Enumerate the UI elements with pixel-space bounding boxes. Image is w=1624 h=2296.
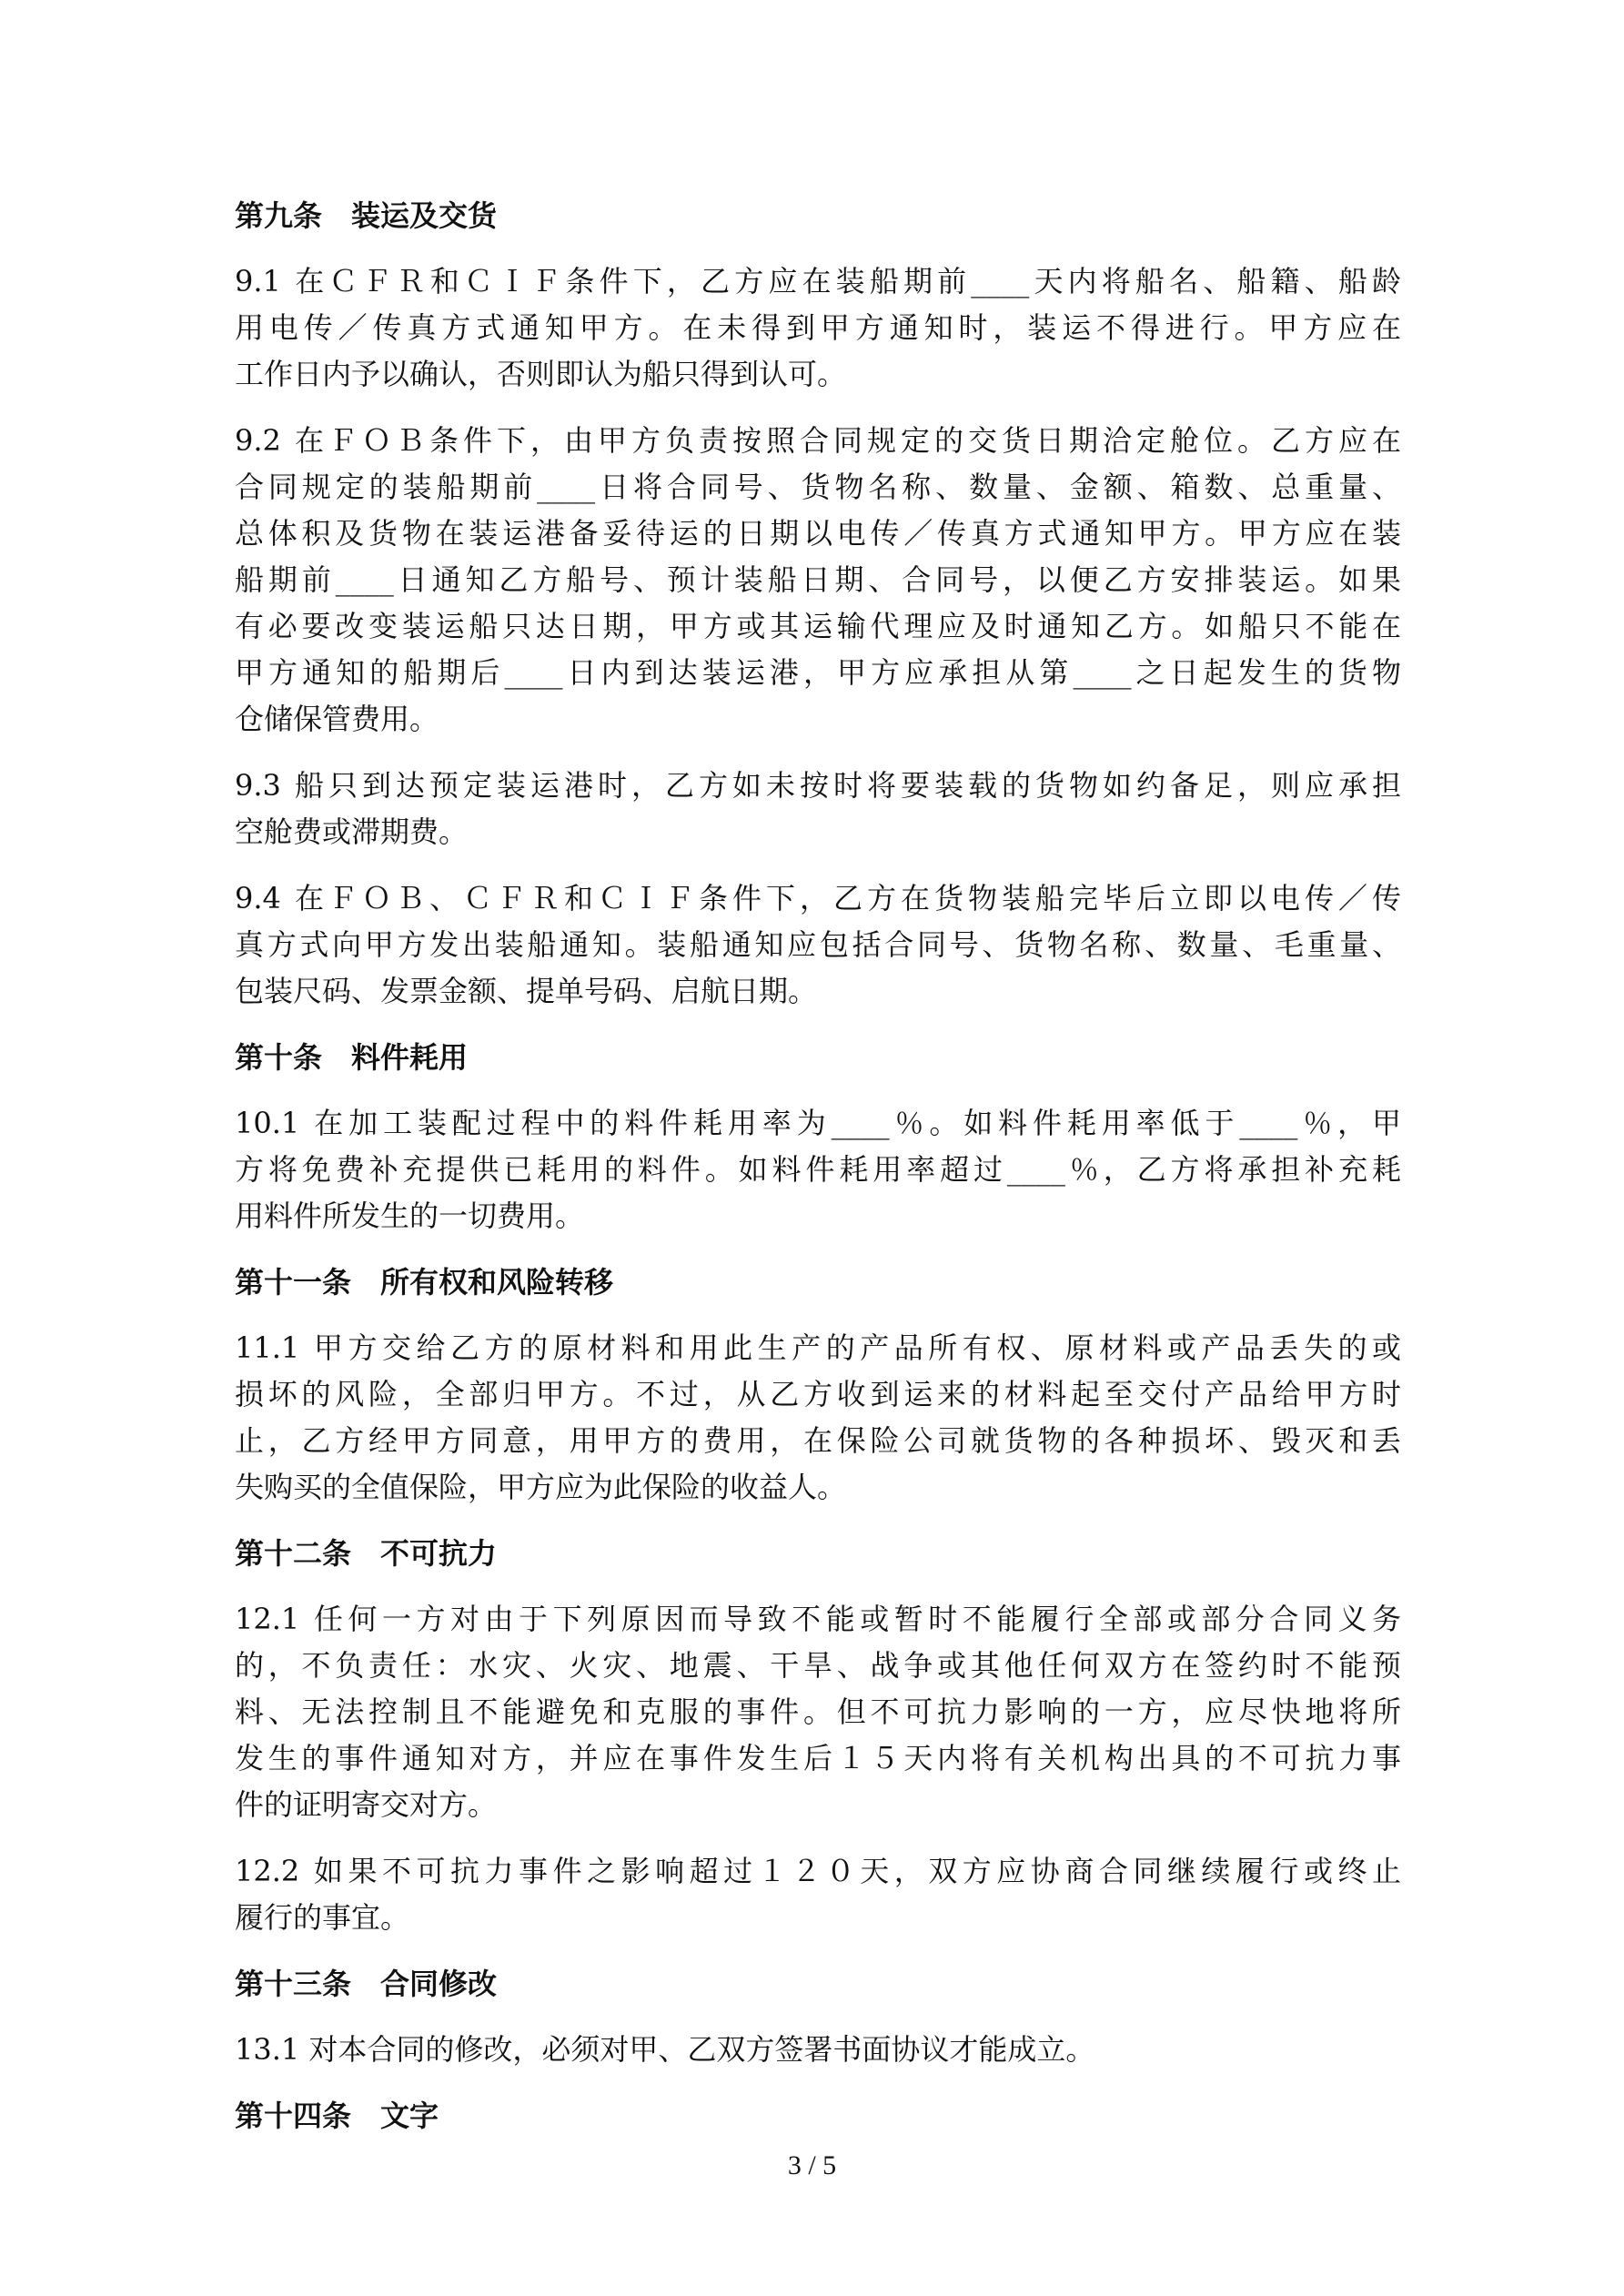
page-number: 3 / 5 (787, 2150, 837, 2180)
clause-9-1 (235, 258, 1401, 398)
text-line: 工作日内予以确认，否则即认为船只得到认可。 (235, 357, 847, 391)
clause-10-1 (235, 1100, 1401, 1239)
article-10-heading: 第十条 料件耗用 (235, 1040, 469, 1075)
text-line: 的，不负责任：水灾、火灾、地震、干旱、战争或其他任何双方在签约时不能预 (235, 1648, 1401, 1683)
article-11-heading: 第十一条 所有权和风险转移 (235, 1265, 614, 1300)
text-line: 13.1 对本合同的修改，必须对甲、乙双方签署书面协议才能成立。 (235, 2032, 1095, 2067)
text-line: 用料件所发生的一切费用。 (235, 1199, 585, 1233)
article-9-heading: 第九条 装运及交货 (235, 198, 498, 233)
document-body (235, 193, 1401, 2159)
text-line: 件的证明寄交对方。 (235, 1787, 498, 1822)
text-line: 9.3 船只到达预定装运港时，乙方如未按时将要装载的货物如约备足，则应承担 (235, 768, 1401, 803)
text-line: 9.4 在ＦＯＢ、ＣＦＲ和ＣＩＦ条件下，乙方在货物装船完毕后立即以电传／传 (235, 881, 1401, 915)
text-line: 有必要改变装运船只达日期，甲方或其运输代理应及时通知乙方。如船只不能在 (235, 609, 1401, 643)
text-line: 总体积及货物在装运港备妥待运的日期以电传／传真方式通知甲方。甲方应在装 (235, 516, 1401, 551)
text-line: 失购买的全值保险，甲方应为此保险的收益人。 (235, 1470, 847, 1504)
clause-9-2 (235, 418, 1401, 743)
text-line: 12.1 任何一方对由于下列原因而导致不能或暂时不能履行全部或部分合同义务 (235, 1602, 1401, 1636)
text-line: 损坏的风险，全部归甲方。不过，从乙方收到运来的材料起至交付产品给甲方时 (235, 1377, 1401, 1411)
article-12-heading: 第十二条 不可抗力 (235, 1536, 498, 1571)
text-line: 发生的事件通知对方，并应在事件发生后１５天内将有关机构出具的不可抗力事 (235, 1741, 1401, 1775)
article-13-heading: 第十三条 合同修改 (235, 1967, 498, 2001)
text-line: 9.2 在ＦＯＢ条件下，由甲方负责按照合同规定的交货日期洽定舱位。乙方应在 (235, 423, 1401, 458)
text-line: 船期前____日通知乙方船号、预计装船日期、合同号，以便乙方安排装运。如果 (235, 562, 1401, 597)
text-line: 履行的事宜。 (235, 1900, 410, 1935)
text-line: 合同规定的装船期前____日将合同号、货物名称、数量、金额、箱数、总重量、 (235, 470, 1401, 504)
text-line: 真方式向甲方发出装船通知。装船通知应包括合同号、货物名称、数量、毛重量、 (235, 927, 1401, 962)
clause-9-3 (235, 763, 1401, 855)
text-line: 用电传／传真方式通知甲方。在未得到甲方通知时，装运不得进行。甲方应在 (235, 310, 1401, 345)
text-line: 10.1 在加工装配过程中的料件耗用率为____％。如料件耗用率低于____％，甲 (235, 1106, 1401, 1140)
text-line: 止，乙方经甲方同意，用甲方的费用，在保险公司就货物的各种损坏、毁灭和丢 (235, 1423, 1401, 1458)
text-line: 料、无法控制且不能避免和克服的事件。但不可抗力影响的一方，应尽快地将所 (235, 1694, 1401, 1729)
text-line: 12.2 如果不可抗力事件之影响超过１２０天，双方应协商合同继续履行或终止 (235, 1854, 1401, 1888)
text-line: 仓储保管费用。 (235, 702, 439, 736)
text-line: 11.1 甲方交给乙方的原材料和用此生产的产品所有权、原材料或产品丢失的或 (235, 1330, 1401, 1365)
text-line: 方将免费补充提供已耗用的料件。如料件耗用率超过____％，乙方将承担补充耗 (235, 1152, 1401, 1187)
clause-13-1 (235, 2027, 1401, 2073)
clause-9-4 (235, 875, 1401, 1015)
text-line: 甲方通知的船期后____日内到达装运港，甲方应承担从第____之日起发生的货物 (235, 655, 1401, 690)
article-14-heading: 第十四条 文字 (235, 2099, 439, 2133)
text-line: 9.1 在ＣＦＲ和ＣＩＦ条件下，乙方应在装船期前____天内将船名、船籍、船龄 (235, 264, 1401, 298)
text-line: 空舱费或滞期费。 (235, 814, 469, 849)
clause-12-2 (235, 1848, 1401, 1941)
text-line: 包装尺码、发票金额、提单号码、启航日期。 (235, 974, 818, 1008)
clause-11-1 (235, 1325, 1401, 1511)
clause-12-1 (235, 1596, 1401, 1828)
